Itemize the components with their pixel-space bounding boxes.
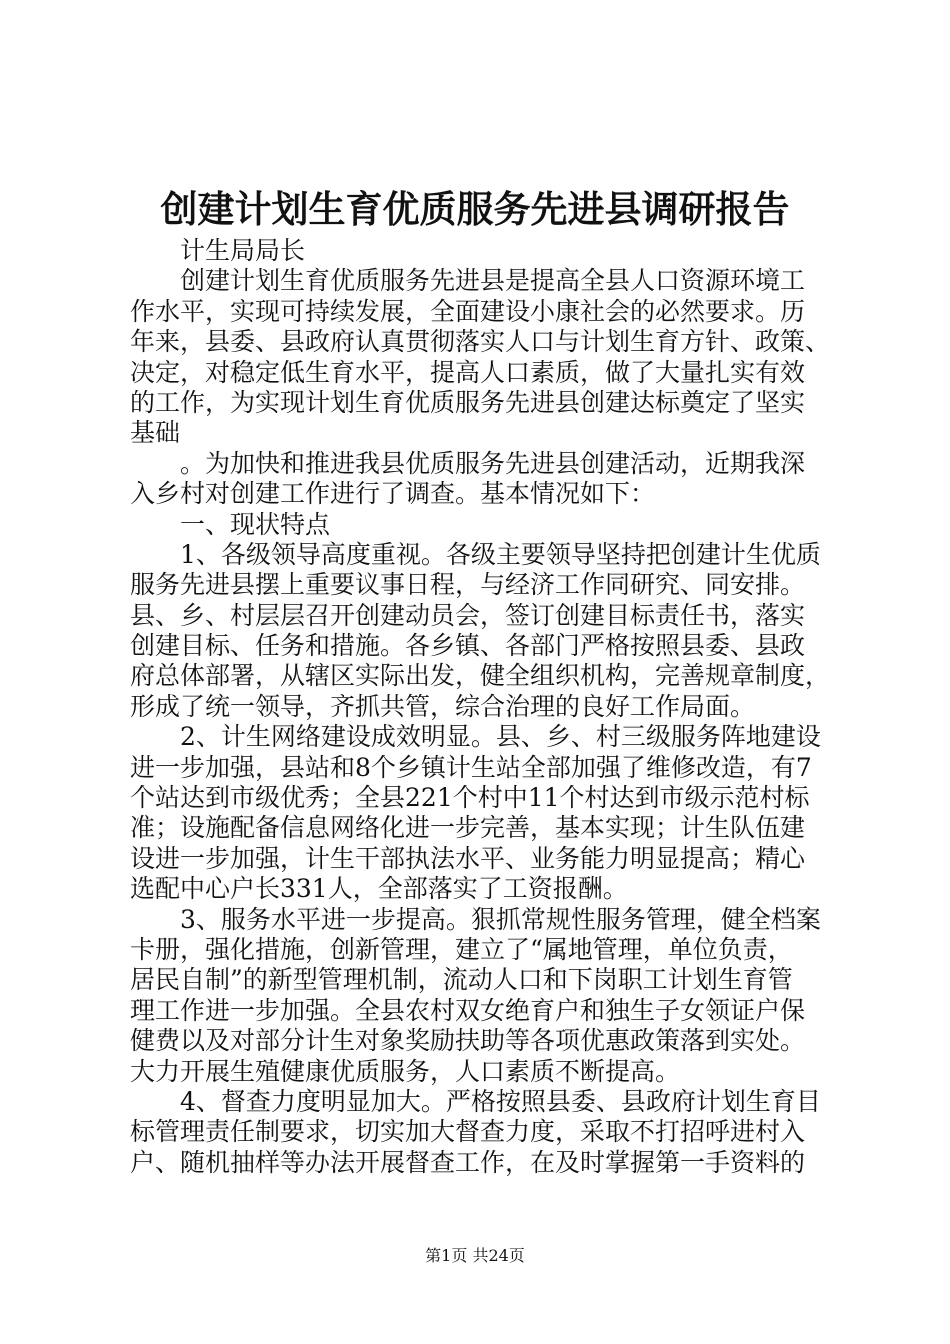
body-line: 选配中心户长331人，全部落实了工资报酬。 (130, 874, 628, 904)
body-line: 健费以及对部分计生对象奖励扶助等各项优惠政策落到实处。 (130, 1026, 806, 1056)
body-line: 个站达到市级优秀；全县221个村中11个村达到市级示范村标 (130, 783, 810, 813)
body-line: 大力开展生殖健康优质服务，人口素质不断提高。 (130, 1056, 681, 1086)
body-line: 标管理责任制要求，切实加大督查力度，采取不打招呼进村入 (130, 1117, 806, 1147)
body-line: 入乡村对创建工作进行了调查。基本情况如下： (130, 479, 656, 509)
document-body (130, 236, 831, 1178)
body-line: 决定，对稳定低生育水平，提高人口素质，做了大量扎实有效 (130, 357, 806, 387)
body-line: 户、随机抽样等办法开展督查工作，在及时掌握第一手资料的 (130, 1147, 806, 1177)
body-line: 创建目标、任务和措施。各乡镇、各部门严格按照县委、县政 (130, 631, 806, 661)
body-line: 服务先进县摆上重要议事日程，与经济工作同研究、同安排。 (130, 570, 806, 600)
body-line: 形成了统一领导，齐抓共管，综合治理的良好工作局面。 (130, 691, 756, 721)
body-line: 县、乡、村层层召开创建动员会，签订创建目标责任书，落实 (130, 600, 806, 630)
document-title: 创建计划生育优质服务先进县调研报告 (160, 187, 790, 231)
body-line: 进一步加强，县站和8个乡镇计生站全部加强了维修改造，有7 (130, 752, 812, 782)
body-line: 4、督查力度明显加大。严格按照县委、县政府计划生育目 (130, 1086, 821, 1116)
body-line: 创建计划生育优质服务先进县是提高全县人口资源环境工 (130, 266, 806, 296)
body-line: 计生局局长 (130, 236, 306, 265)
body-line: 理工作进一步加强。全县农村双女绝育户和独生子女领证户保 (130, 995, 806, 1025)
body-line: 居民自制”的新型管理机制，流动人口和下岗职工计划生育管 (130, 965, 793, 995)
body-line: 准；设施配备信息网络化进一步完善，基本实现；计生队伍建 (130, 813, 806, 843)
body-line: 作水平，实现可持续发展，全面建设小康社会的必然要求。历 (130, 296, 806, 326)
section-heading: 一、现状特点 (130, 509, 331, 539)
page-footer: 第1页 共24页 (425, 1246, 525, 1265)
body-line: 卡册，强化措施，创新管理，建立了“属地管理，单位负责， (130, 934, 793, 964)
body-line: 3、服务水平进一步提高。狠抓常规性服务管理，健全档案 (130, 904, 821, 934)
body-line: 府总体部署，从辖区实际出发，健全组织机构，完善规章制度， (130, 661, 831, 691)
body-line: 基础 (130, 418, 181, 448)
body-line: 1、各级领导高度重视。各级主要领导坚持把创建计生优质 (130, 539, 821, 569)
body-line: 2、计生网络建设成效明显。县、乡、村三级服务阵地建设 (130, 722, 821, 752)
body-line: 。为加快和推进我县优质服务先进县创建活动，近期我深 (130, 448, 806, 478)
body-line: 的工作，为实现计划生育优质服务先进县创建达标奠定了坚实 (130, 387, 806, 417)
body-line: 年来，县委、县政府认真贯彻落实人口与计划生育方针、政策、 (130, 327, 831, 357)
body-line: 设进一步加强，计生干部执法水平、业务能力明显提高；精心 (130, 843, 806, 873)
